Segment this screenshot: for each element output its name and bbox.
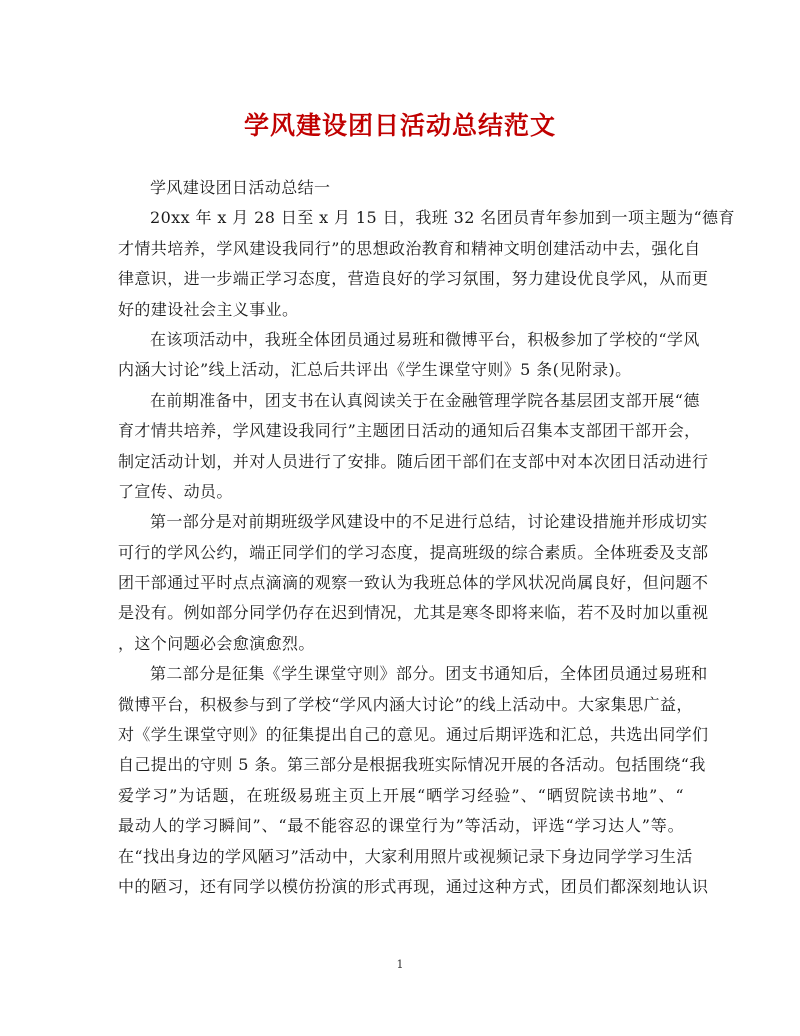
paragraph-line: 中的陋习，还有同学以模仿扮演的形式再现，通过这种方式，团员们都深刻地认识 [118,876,709,896]
paragraph-line: 育才情共培养，学风建设我同行”主题团日活动的通知后召集本支部团干部开会， [118,421,701,441]
paragraph-list [118,203,735,902]
page-number: 1 [396,958,404,971]
paragraph [118,386,709,508]
paragraph-line: 最动人的学习瞬间”、“最不能容忍的课堂行为”等活动，评选“学习达人”等。 [118,816,684,836]
paragraph-line: 在“找出身边的学风陋习”活动中，大家利用照片或视频记录下身边同学学习生活 [118,846,693,866]
document-body [118,173,735,902]
paragraph-line: ，这个问题必会愈演愈烈。 [118,633,315,653]
paragraph-line: 爱学习”为话题，在班级易班主页上开展“晒学习经验”、“晒贸院读书地”、“ [118,785,684,805]
paragraph [118,325,700,386]
paragraph-line: 团干部通过平时点点滴滴的观察一致认为我班总体的学风状况尚属良好，但问题不 [118,573,709,593]
paragraph-line: 可行的学风公约，端正同学们的学习态度，提高班级的综合素质。全体班委及支部 [118,542,709,562]
section-heading: 学风建设团日活动总结一 [150,178,331,197]
paragraph-line: 了宣传、动员。 [118,481,233,501]
paragraph-line: 在该项活动中，我班全体团员通过易班和微博平台，积极参加了学校的“学风 [150,329,700,349]
paragraph-line: 微博平台，积极参与到了学校“学风内涵大讨论”的线上活动中。大家集思广益， [118,694,693,714]
paragraph-line: 才情共培养，学风建设我同行”的思想政治教育和精神文明创建活动中去，强化自 [118,238,701,258]
paragraph-line: 律意识，进一步端正学习态度，营造良好的学习氛围，努力建设优良学风，从而更 [118,269,709,289]
paragraph-line: 在前期准备中，团支书在认真阅读关于在金融管理学院各基层团支部开展“德 [150,390,700,410]
paragraph-line: 制定活动计划，并对人员进行了安排。随后团干部们在支部中对本次团日活动进行 [118,451,709,471]
paragraph-line: 自己提出的守则 5 条。第三部分是根据我班实际情况开展的各活动。包括围绕“我 [118,755,706,775]
paragraph-line: 20xx 年 x 月 28 日至 x 月 15 日，我班 32 名团员青年参加到一项主题为“德育 [150,208,735,228]
paragraph-line: 内涵大讨论”线上活动，汇总后共评出《学生课堂守则》5 条(见附录)。 [118,360,632,380]
paragraph [118,659,709,902]
paragraph-line: 第二部分是征集《学生课堂守则》部分。团支书通知后，全体团员通过易班和 [150,664,708,684]
document-title: 学风建设团日活动总结范文 [243,111,556,140]
paragraph [118,507,709,659]
paragraph-line: 好的建设社会主义事业。 [118,299,299,319]
paragraph-line: 对《学生课堂守则》的征集提出自己的意见。通过后期评选和汇总，共选出同学们 [118,725,709,745]
paragraph-line: 第一部分是对前期班级学风建设中的不足进行总结，讨论建设措施并形成切实 [150,512,708,532]
paragraph [118,203,735,325]
paragraph-line: 是没有。例如部分同学仍存在迟到情况，尤其是寒冬即将来临，若不及时加以重视 [118,603,709,623]
